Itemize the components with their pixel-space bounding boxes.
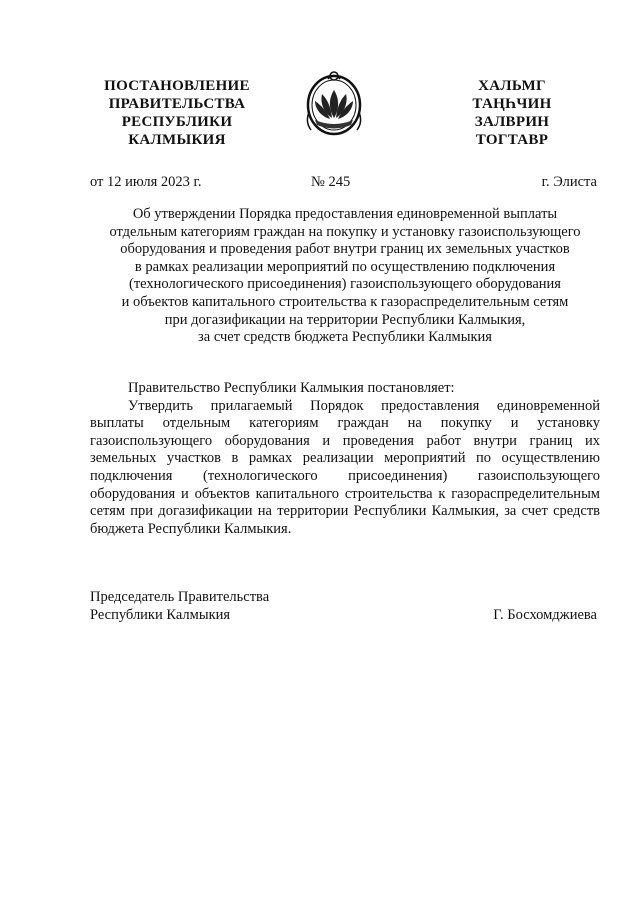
signatory-position-line-2: Республики Калмыкия <box>90 607 231 623</box>
title-line-2: отдельным категориям граждан на покупку и установку газоиспользующего <box>109 223 581 240</box>
signatory-name: Г. Босхомджиева <box>493 607 597 623</box>
header-left-line-4: КАЛМЫКИЯ <box>128 132 226 148</box>
header-left-title <box>92 77 262 149</box>
title-line-7: при догазификации на территории Республики Калмыкия, <box>164 311 526 328</box>
document-title <box>90 206 600 347</box>
header-left-line-1: ПОСТАНОВЛЕНИЕ <box>104 78 250 94</box>
kalmykia-coat-of-arms-icon <box>303 68 365 138</box>
body-paragraph: Утвердить прилагаемый Порядок предоставления единовременной выплаты отдельным категориям граждан на покупку и установку газоиспользующего оборудования и проведения работ внутри границ их земельных участков в рамках реализации мероприятий по осуществлению подключения (технологического присоединения) газоиспользующего оборудования и объектов капитального строительства к газораспределительным сетям при догазификации на территории Республики Калмыкия, за счет средств бюджета Республики Калмыкия. <box>90 397 600 537</box>
document-body <box>90 380 600 538</box>
document-date: от 12 июля 2023 г. <box>90 174 202 190</box>
body-intro: Правительство Республики Калмыкия постановляет: <box>128 380 455 396</box>
title-line-4: в рамках реализации мероприятий по осуществлению подключения <box>134 258 556 275</box>
header-right-line-4: ТОГТАВР <box>475 132 549 148</box>
title-line-1: Об утверждении Порядка предоставления единовременной выплаты <box>132 206 558 222</box>
title-line-8: за счет средств бюджета Республики Калмыкия <box>198 329 492 346</box>
title-line-6: и объектов капитального строительства к газораспределительным сетям <box>121 293 569 310</box>
header-right-line-1: ХАЛЬМГ <box>478 78 546 94</box>
signatory-position <box>90 588 269 624</box>
header-right-line-3: ЗАЛВРИН <box>474 114 550 130</box>
header-right-title <box>452 77 572 149</box>
header-left-line-2: ПРАВИТЕЛЬСТВА <box>108 96 246 112</box>
signatory-position-line-1: Председатель Правительства <box>90 589 270 605</box>
header-right-line-2: ТАҢҺЧИН <box>472 96 552 112</box>
document-number: № 245 <box>311 174 351 190</box>
header-left-line-3: РЕСПУБЛИКИ <box>121 114 233 130</box>
title-line-3: оборудования и проведения работ внутри границ их земельных участков <box>120 241 570 258</box>
title-line-5: (технологического присоединения) газоиспользующего оборудования <box>129 276 561 293</box>
document-city: г. Элиста <box>541 174 597 190</box>
